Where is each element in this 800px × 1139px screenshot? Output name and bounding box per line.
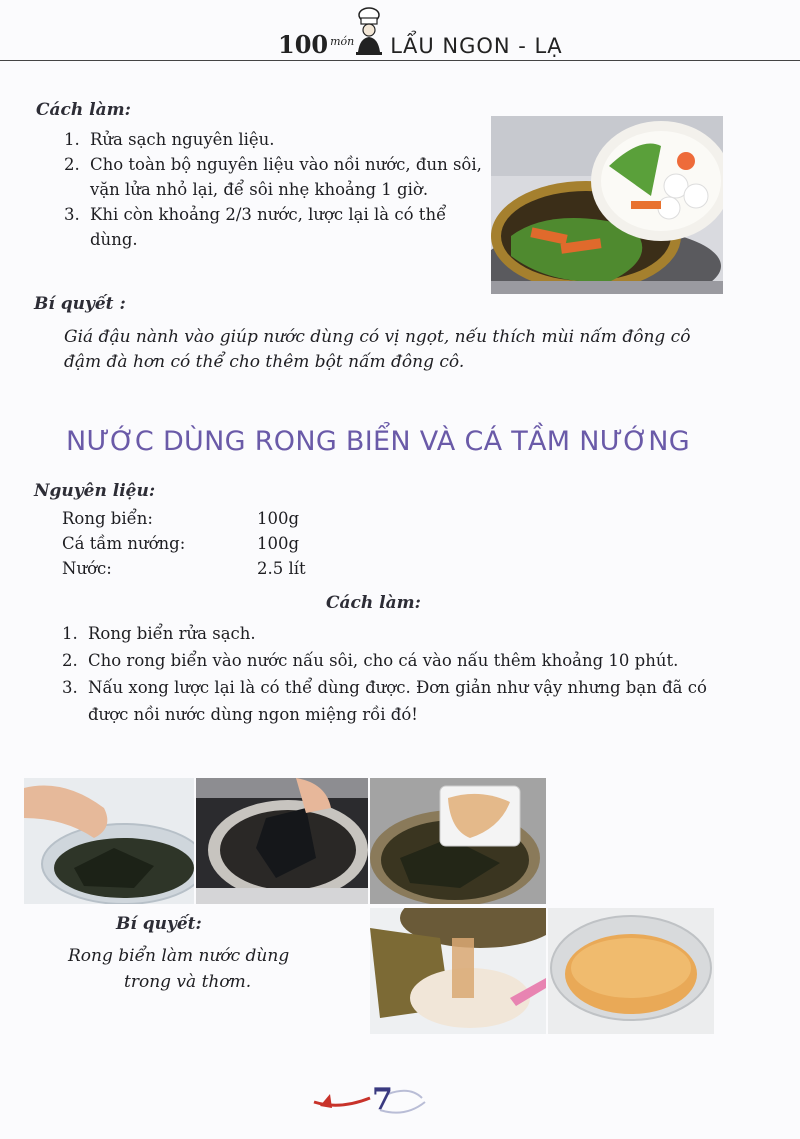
- straining-photo: [370, 908, 546, 1034]
- tip-label-2: Bí quyết:: [116, 914, 202, 934]
- method-step: 3. Nấu xong lược lại là có thể dùng được. Đơn giản như vậy nhưng bạn đã có được nồi nước dùng ngon miệng rồi đó!: [62, 678, 707, 724]
- ingredients-label: Nguyên liệu:: [34, 481, 156, 501]
- page-number: 7: [372, 1082, 393, 1117]
- method-label-2: Cách làm:: [326, 593, 421, 613]
- header-number: 100: [278, 30, 329, 59]
- tip-line: trong và thơm.: [124, 972, 252, 992]
- method-step: 3. Khi còn khoảng 2/3 nước, lược lại là có thể dùng.: [64, 205, 447, 249]
- header-title: LẨU NGON - LẠ: [390, 34, 563, 58]
- method-steps-2: [62, 620, 727, 728]
- section-title: NƯỚC DÙNG RONG BIỂN VÀ CÁ TẦM NƯỚNG: [66, 426, 690, 457]
- tip-text-1: Giá đậu nành vào giúp nước dùng có vị ngọt, nếu thích mùi nấm đông cô đậm đà hơn có thể cho thêm bột nấm đông cô.: [64, 327, 691, 372]
- method-step: 1. Rửa sạch nguyên liệu.: [64, 130, 275, 149]
- method-label-1: Cách làm:: [36, 100, 131, 120]
- running-header: [278, 30, 563, 59]
- method-step: 1. Rong biển rửa sạch.: [62, 624, 256, 643]
- method-steps-1: [64, 127, 484, 252]
- adding-fish-photo: [370, 778, 546, 904]
- ingredient-row: Rong biển: 100g: [62, 509, 300, 528]
- header-small: món: [330, 35, 355, 48]
- ingredient-row: Cá tầm nướng: 100g: [62, 534, 300, 553]
- tip-line: Rong biển làm nước dùng: [68, 946, 290, 966]
- method-step: 2. Cho rong biển vào nước nấu sôi, cho cá vào nấu thêm khoảng 10 phút.: [62, 651, 679, 670]
- tip-text-2: [68, 943, 368, 995]
- method-step: 2. Cho toàn bộ nguyên liệu vào nồi nước, đun sôi, vặn lửa nhỏ lại, để sôi nhẹ khoảng 1 giờ.: [64, 155, 482, 199]
- ingredients-list: [62, 506, 422, 581]
- pot-seaweed-photo: [196, 778, 368, 904]
- hotpot-photo: [491, 116, 723, 294]
- finished-broth-photo: [548, 908, 714, 1034]
- washing-seaweed-photo: [24, 778, 194, 904]
- tip-label-1: Bí quyết :: [34, 294, 126, 314]
- header-rule: [0, 60, 800, 61]
- footer-ornament-icon: [310, 1080, 430, 1120]
- ingredient-row: Nước: 2.5 lít: [62, 559, 306, 578]
